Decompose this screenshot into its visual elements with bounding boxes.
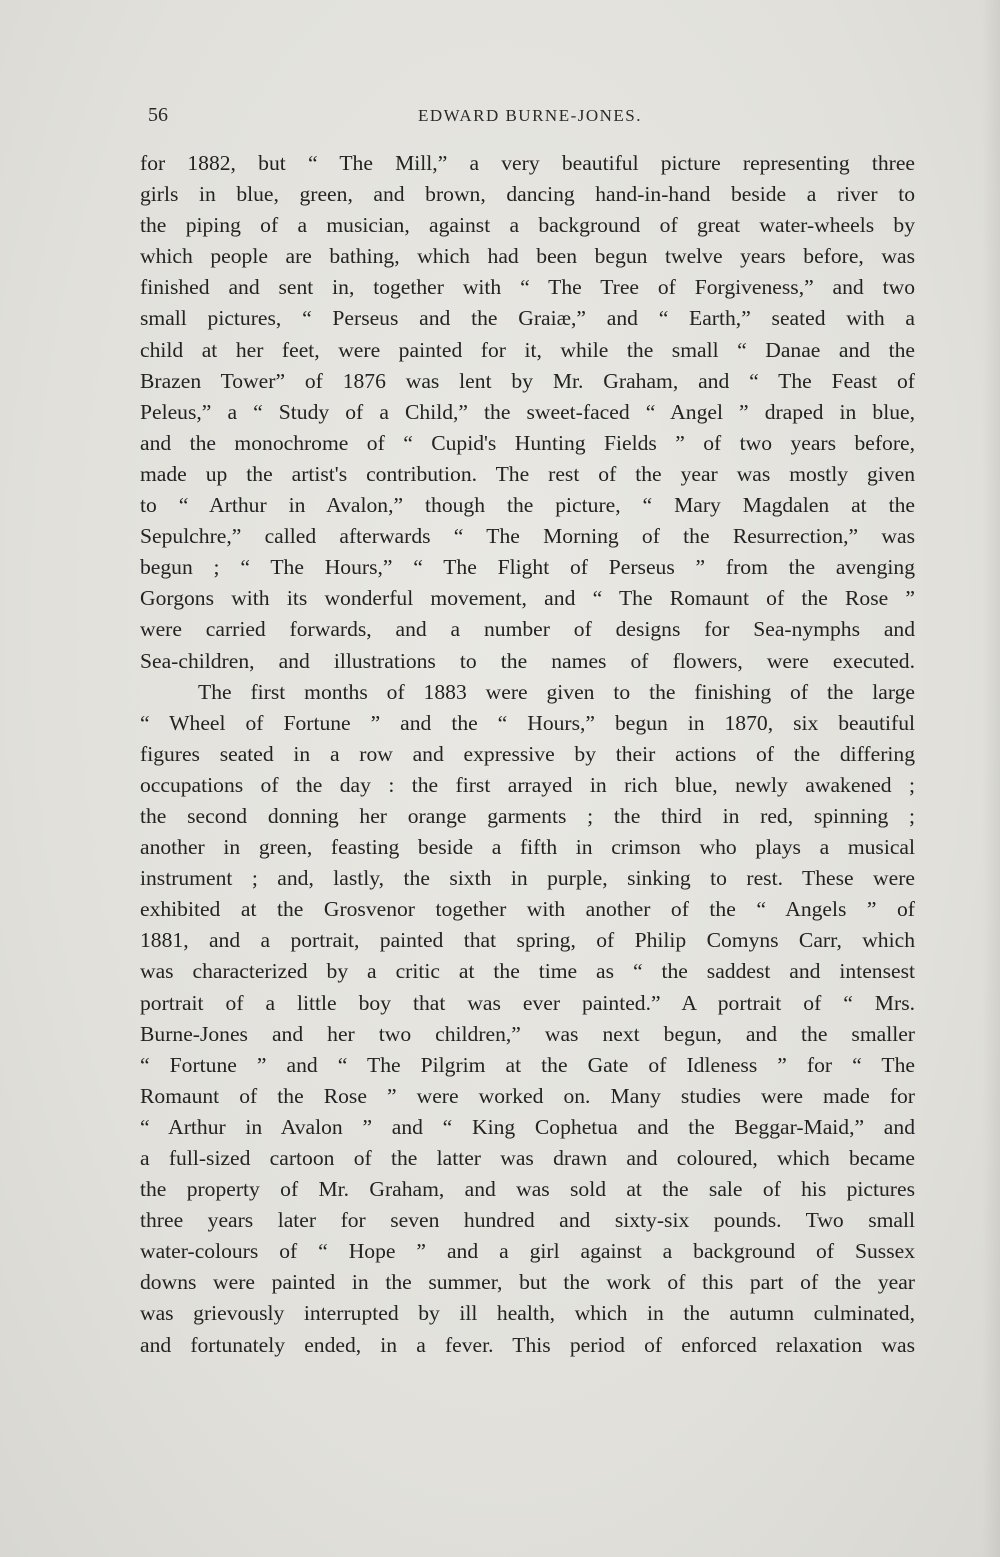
running-head: EDWARD BURNE-JONES. — [418, 106, 642, 125]
text-line: “ Fortune ” and “ The Pilgrim at the Gate of Idleness ” for “ The — [140, 1052, 915, 1077]
text-line: to “ Arthur in Avalon,” though the picture, “ Mary Magdalen at the — [140, 493, 915, 518]
text-line: Gorgons with its wonderful movement, and “ The Romaunt of the Rose ” — [140, 586, 915, 611]
text-line: Romaunt of the Rose ” were worked on. Many studies were made for — [140, 1083, 915, 1108]
text-line: finished and sent in, together with “ The Tree of Forgiveness,” and two — [140, 275, 915, 300]
text-line: portrait of a little boy that was ever painted.” A portrait of “ Mrs. — [140, 990, 915, 1015]
text-line: Burne-Jones and her two children,” was next begun, and the smaller — [140, 1021, 915, 1046]
paragraph-1 — [140, 148, 915, 677]
text-line: figures seated in a row and expressive by their actions of the differing — [140, 741, 915, 766]
text-line: and fortunately ended, in a fever. This period of enforced relaxation was — [140, 1332, 915, 1357]
text-line: “ Wheel of Fortune ” and the “ Hours,” begun in 1870, six beautiful — [140, 710, 915, 735]
text-line: three years later for seven hundred and sixty-six pounds. Two small — [140, 1208, 915, 1233]
text-line-indented: The first months of 1883 were given to the finishing of the large — [198, 679, 915, 704]
text-line: for 1882, but “ The Mill,” a very beautiful picture representing three — [140, 151, 915, 175]
text-line: Peleus,” a “ Study of a Child,” the sweet-faced “ Angel ” draped in blue, — [140, 399, 915, 424]
page-edge-shadow — [982, 0, 1000, 1557]
text-line: Sepulchre,” called afterwards “ The Morning of the Resurrection,” was — [140, 524, 915, 549]
text-line: a full-sized cartoon of the latter was drawn and coloured, which became — [140, 1146, 915, 1170]
text-line: water-colours of “ Hope ” and a girl against a background of Sussex — [140, 1239, 915, 1264]
text-line: the property of Mr. Graham, and was sold at the sale of his pictures — [140, 1177, 915, 1202]
text-line: small pictures, “ Perseus and the Graiæ,” and “ Earth,” seated with a — [140, 306, 915, 331]
text-line: was characterized by a critic at the time as “ the saddest and intensest — [140, 959, 915, 984]
text-line: was grievously interrupted by ill health, which in the autumn culminated, — [140, 1301, 915, 1326]
paragraph-2 — [140, 677, 915, 1361]
page-number: 56 — [148, 104, 168, 126]
text-line: downs were painted in the summer, but the work of this part of the year — [140, 1270, 915, 1295]
text-line: were carried forwards, and a number of designs for Sea-nymphs and — [140, 617, 915, 642]
text-line: which people are bathing, which had been begun twelve years before, was — [140, 244, 915, 269]
text-line: another in green, feasting beside a fifth in crimson who plays a musical — [140, 835, 915, 860]
text-line: 1881, and a portrait, painted that spring, of Philip Comyns Carr, which — [140, 928, 915, 953]
page-header — [148, 104, 912, 134]
text-line: exhibited at the Grosvenor together with another of the “ Angels ” of — [140, 897, 915, 922]
text-line: child at her feet, were painted for it, while the small “ Danae and the — [140, 337, 915, 362]
text-line: the second donning her orange garments ; the third in red, spinning ; — [140, 803, 915, 828]
text-line: begun ; “ The Hours,” “ The Flight of Perseus ” from the avenging — [140, 555, 915, 580]
text-line: girls in blue, green, and brown, dancing hand-in-hand beside a river to — [140, 182, 915, 207]
body-text — [140, 148, 915, 1361]
text-line: and the monochrome of “ Cupid's Hunting Fields ” of two years before, — [140, 430, 915, 455]
text-line: made up the artist's contribution. The rest of the year was mostly given — [140, 461, 915, 486]
text-line: occupations of the day : the first arrayed in rich blue, newly awakened ; — [140, 772, 915, 797]
text-line: instrument ; and, lastly, the sixth in purple, sinking to rest. These were — [140, 866, 915, 891]
text-line-last: Sea-children, and illustrations to the names of flowers, were executed. — [140, 648, 915, 673]
text-line: Brazen Tower” of 1876 was lent by Mr. Graham, and “ The Feast of — [140, 368, 915, 393]
text-line: “ Arthur in Avalon ” and “ King Cophetua and the Beggar-Maid,” and — [140, 1114, 915, 1139]
text-line: the piping of a musician, against a background of great water-wheels by — [140, 213, 915, 238]
